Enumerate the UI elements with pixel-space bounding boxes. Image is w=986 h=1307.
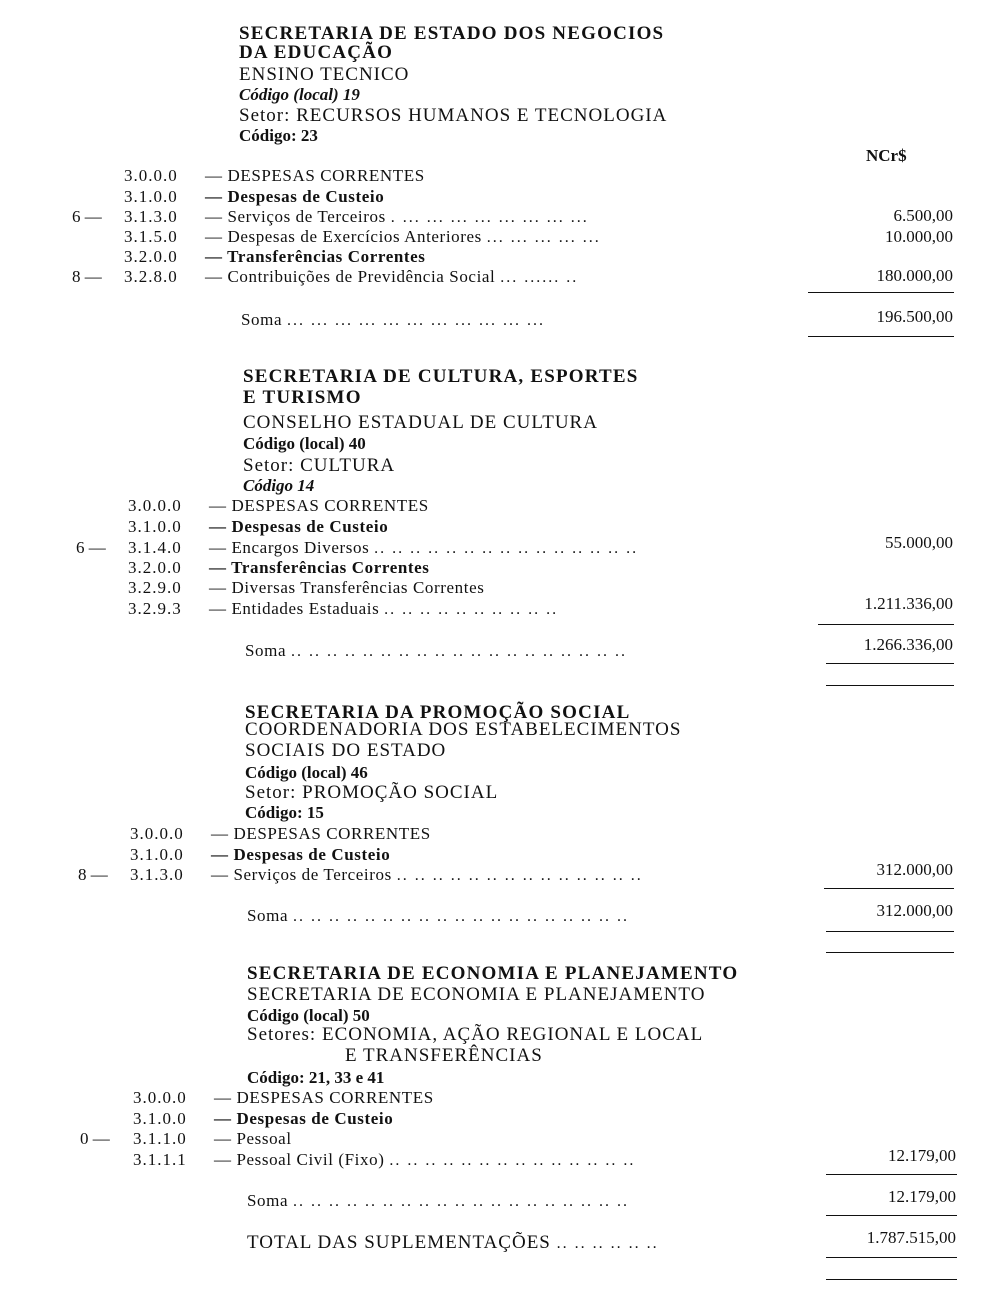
row-desc: — Entidades Estaduais .. .. .. .. .. .. .. .. .. .. [209,599,559,618]
row-code: 3.1.1.0 [133,1129,187,1148]
soma-amount: 312.000,00 [876,901,953,920]
row-code: 3.2.9.0 [128,578,182,597]
local-code: Código (local) 40 [243,434,366,453]
row-desc: — Encargos Diversos .. .. .. .. .. .. .. .. .. .. .. .. .. .. .. [209,538,639,557]
section-subtitle: ENSINO TECNICO [239,64,410,85]
section-title: SECRETARIA DE CULTURA, ESPORTES [243,366,639,387]
row-prefix: 0 — [80,1129,110,1148]
row-code: 3.1.0.0 [130,845,184,864]
divider [808,336,954,337]
row-code: 3.1.0.0 [133,1109,187,1128]
row-code: 3.2.9.3 [128,599,182,618]
row-prefix: 8 — [78,865,108,884]
row-amount: 1.211.336,00 [864,594,953,613]
sector-cont: E TRANSFERÊNCIAS [345,1045,543,1066]
row-code: 3.1.0.0 [128,517,182,536]
row-code: 3.1.4.0 [128,538,182,557]
total-label: TOTAL DAS SUPLEMENTAÇÕES .. .. .. .. .. .. [247,1232,659,1253]
code: Código: 21, 33 e 41 [247,1068,385,1087]
soma-label: Soma .. .. .. .. .. .. .. .. .. .. .. .. .. .. .. .. .. .. .. [247,1191,629,1210]
row-code: 3.2.8.0 [124,267,178,286]
row-desc: — DESPESAS CORRENTES [209,496,429,515]
code: Código: 23 [239,126,318,145]
section-title: SECRETARIA DE ESTADO DOS NEGOCIOS [239,23,665,44]
code: Código: 15 [245,803,324,822]
row-code: 3.1.1.1 [133,1150,187,1169]
row-desc: — Contribuições de Previdência Social ... ...... .. [205,267,579,286]
soma-amount: 196.500,00 [876,307,953,326]
section-subtitle: CONSELHO ESTADUAL DE CULTURA [243,412,598,433]
row-prefix: 6 — [72,207,102,226]
row-amount: 12.179,00 [888,1146,956,1165]
row-amount: 10.000,00 [885,227,953,246]
row-code: 3.0.0.0 [128,496,182,515]
row-desc: — Serviços de Terceiros . ... ... ... ... ... ... ... ... [205,207,589,226]
divider [826,1279,957,1280]
local-code: Código (local) 46 [245,763,368,782]
divider [826,685,954,686]
local-code: Código (local) 19 [239,85,360,104]
section-title-cont: E TURISMO [243,387,362,408]
row-code: 3.0.0.0 [133,1088,187,1107]
row-desc: — DESPESAS CORRENTES [205,166,425,185]
sector: Setor: CULTURA [243,455,396,476]
row-desc: — DESPESAS CORRENTES [214,1088,434,1107]
row-amount: 180.000,00 [876,266,953,285]
soma-label: Soma .. .. .. .. .. .. .. .. .. .. .. .. .. .. .. .. .. .. .. [247,906,629,925]
row-code: 3.1.3.0 [130,865,184,884]
row-desc: — Transferências Correntes [209,558,430,577]
sector: Setores: ECONOMIA, AÇÃO REGIONAL E LOCAL [247,1024,704,1045]
row-amount: 312.000,00 [876,860,953,879]
section-title: SECRETARIA DA PROMOÇÃO SOCIAL [245,702,631,723]
row-desc: — Serviços de Terceiros .. .. .. .. .. .. .. .. .. .. .. .. .. .. [211,865,643,884]
soma-label: Soma .. .. .. .. .. .. .. .. .. .. .. .. .. .. .. .. .. .. .. [245,641,627,660]
row-code: 3.2.0.0 [124,247,178,266]
sector: Setor: RECURSOS HUMANOS E TECNOLOGIA [239,105,668,126]
row-prefix: 8 — [72,267,102,286]
sector: Setor: PROMOÇÃO SOCIAL [245,782,499,803]
divider [818,624,954,625]
row-code: 3.2.0.0 [128,558,182,577]
row-code: 3.1.5.0 [124,227,178,246]
currency-label: NCr$ [866,146,907,165]
section-subtitle: COORDENADORIA DOS ESTABELECIMENTOS [245,719,682,740]
soma-label: Soma ... ... ... ... ... ... ... ... ... ... ... [241,310,545,329]
row-desc: — Despesas de Exercícios Anteriores ... ... ... ... ... [205,227,601,246]
section-subtitle-cont: SOCIAIS DO ESTADO [245,740,447,761]
row-prefix: 6 — [76,538,106,557]
row-desc: — Despesas de Custeio [209,517,389,536]
divider [826,931,954,932]
row-desc: — DESPESAS CORRENTES [211,824,431,843]
total-amount: 1.787.515,00 [866,1228,956,1247]
local-code: Código (local) 50 [247,1006,370,1025]
divider [808,292,954,293]
divider [824,888,954,889]
code: Código 14 [243,476,315,495]
row-desc: — Pessoal Civil (Fixo) .. .. .. .. .. .. .. .. .. .. .. .. .. .. [214,1150,636,1169]
divider [826,1174,957,1175]
row-desc: — Pessoal [214,1129,292,1148]
row-code: 3.1.3.0 [124,207,178,226]
row-desc: — Despesas de Custeio [214,1109,394,1128]
divider [826,1215,957,1216]
soma-amount: 12.179,00 [888,1187,956,1206]
row-amount: 6.500,00 [893,206,953,225]
row-code: 3.0.0.0 [124,166,178,185]
row-code: 3.0.0.0 [130,824,184,843]
row-amount: 55.000,00 [885,533,953,552]
row-desc: — Transferências Correntes [205,247,426,266]
row-desc: — Diversas Transferências Correntes [209,578,485,597]
section-title: SECRETARIA DE ECONOMIA E PLANEJAMENTO [247,963,739,984]
section-title-cont: DA EDUCAÇÃO [239,42,394,63]
row-desc: — Despesas de Custeio [205,187,385,206]
section-subtitle: SECRETARIA DE ECONOMIA E PLANEJAMENTO [247,984,706,1005]
divider [826,1257,957,1258]
row-code: 3.1.0.0 [124,187,178,206]
divider [826,952,954,953]
soma-amount: 1.266.336,00 [863,635,953,654]
row-desc: — Despesas de Custeio [211,845,391,864]
divider [826,663,954,664]
